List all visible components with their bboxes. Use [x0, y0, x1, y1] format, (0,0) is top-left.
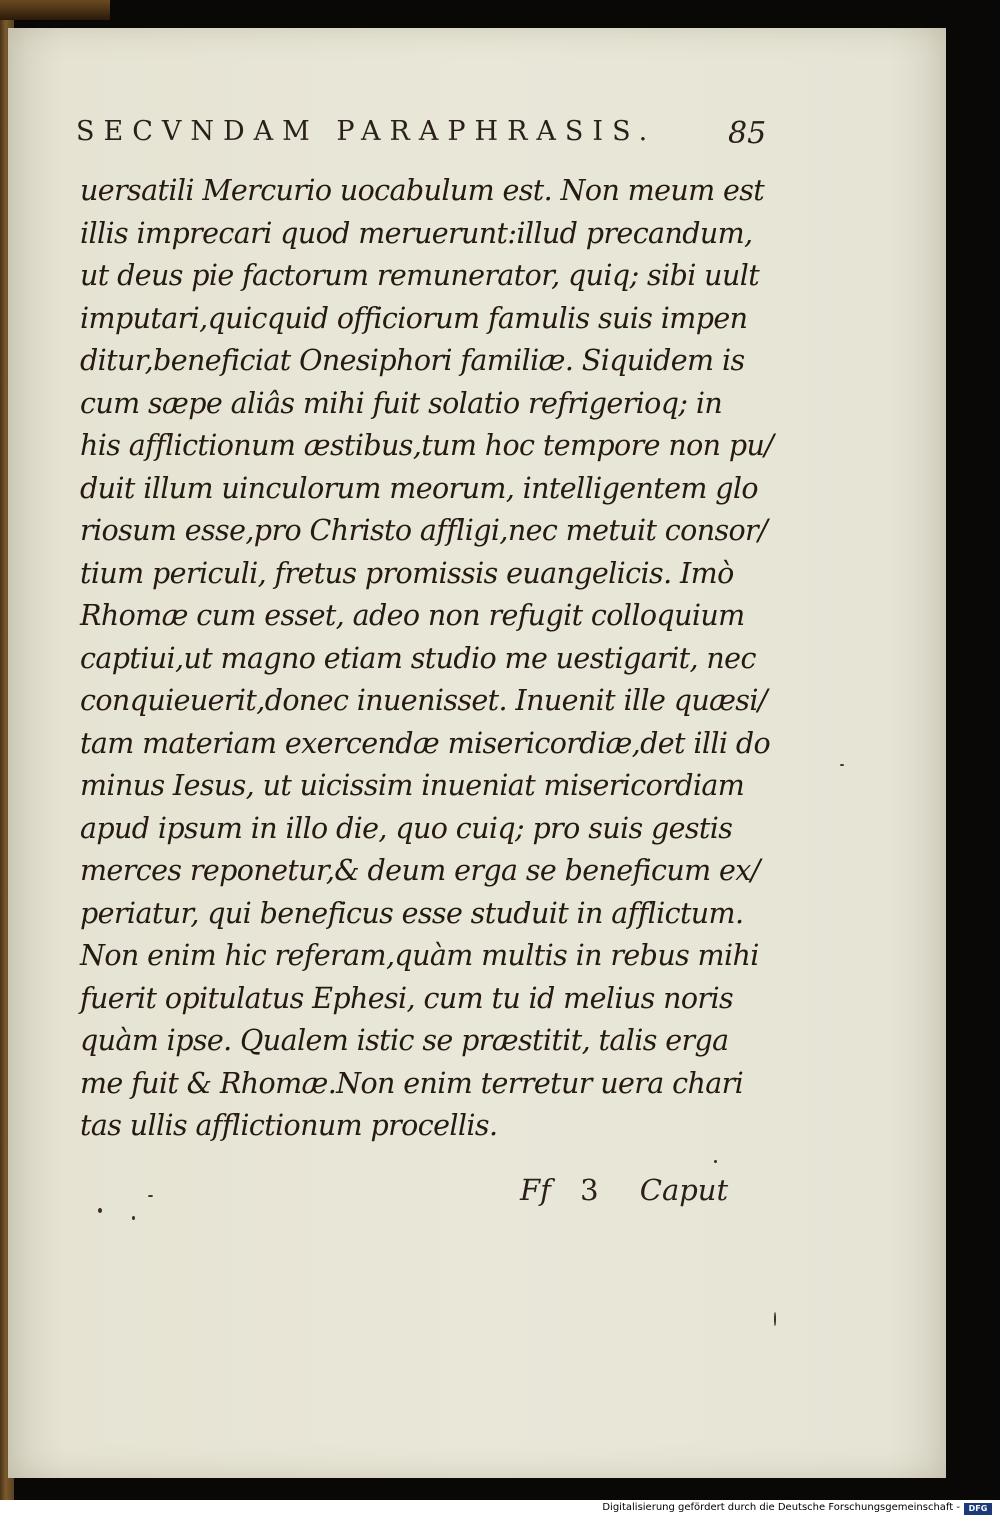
- ink-speck: [840, 764, 844, 766]
- text-line: uersatili Mercurio uocabulum est. Non meum est: [80, 174, 765, 207]
- text-line: minus Iesus, ut uicissim inueniat misericordiam: [80, 769, 745, 802]
- dfg-logo: DFG: [964, 1503, 992, 1515]
- ink-speck: [98, 1208, 102, 1213]
- text-line: quàm ipse. Qualem istic se præstitit, talis erga: [80, 1024, 729, 1057]
- ink-speck: [148, 1195, 153, 1197]
- text-line: Non enim hic referam,quàm multis in rebus mihi: [80, 939, 759, 972]
- text-line: merces reponetur,& deum erga se beneficum ex/: [80, 854, 760, 887]
- text-line: tam materiam exercendæ misericordiæ,det illi do: [80, 726, 771, 760]
- text-line: imputari,quicquid officiorum famulis suis impen: [80, 301, 748, 335]
- text-line: riosum esse,pro Christo affligi,nec metuit consor/: [80, 514, 768, 547]
- text-line: ditur,beneficiat Onesiphori familiæ. Siquidem is: [80, 344, 745, 377]
- text-line: Rhomæ cum esset, adeo non refugit colloquium: [80, 599, 745, 632]
- signature-number: 3: [580, 1173, 599, 1207]
- text-line: tas ullis afflictionum procellis.: [80, 1109, 498, 1142]
- text-line: cum sæpe aliâs mihi fuit solatio refrigerioq; in: [80, 386, 723, 420]
- text-line: ut deus pie factorum remunerator, quiq; sibi uult: [80, 259, 760, 292]
- text-line: his afflictionum æstibus,tum hoc tempore non pu/: [80, 429, 774, 462]
- text-line: fuerit opitulatus Ephesi, cum tu id melius noris: [80, 981, 734, 1015]
- ink-speck: [714, 1160, 717, 1163]
- text-line: duit illum uinculorum meorum, intelligentem glo: [80, 471, 758, 505]
- text-line: conquieuerit,donec inuenisset. Inuenit ille quæsi/: [80, 684, 767, 717]
- ink-speck: [774, 1312, 776, 1326]
- catchword: Caput: [639, 1173, 729, 1207]
- signature-mark: Ff: [520, 1173, 551, 1207]
- text-line: tium periculi, fretus promissis euangelicis. Imò: [80, 556, 734, 590]
- footer-credit: Digitalisierung gefördert durch die Deutsche Forschungsgemeinschaft -: [602, 1502, 960, 1513]
- running-head: SECVNDAM PARAPHRASIS.: [76, 116, 657, 147]
- body-text: [80, 170, 774, 1148]
- ink-speck: [132, 1216, 135, 1220]
- book-binding-corner: [0, 0, 110, 20]
- text-line: periatur, qui beneficus esse studuit in afflictum.: [80, 896, 744, 930]
- text-line: captiui,ut magno etiam studio me uestigarit, nec: [80, 641, 756, 675]
- text-line: me fuit & Rhomæ.Non enim terretur uera chari: [80, 1066, 744, 1100]
- text-line: apud ipsum in illo die, quo cuiq; pro suis gestis: [80, 811, 733, 845]
- signature-line: [520, 1173, 728, 1207]
- text-line: illis imprecari quod meruerunt:illud precandum,: [80, 216, 753, 250]
- page-number: 85: [728, 116, 767, 151]
